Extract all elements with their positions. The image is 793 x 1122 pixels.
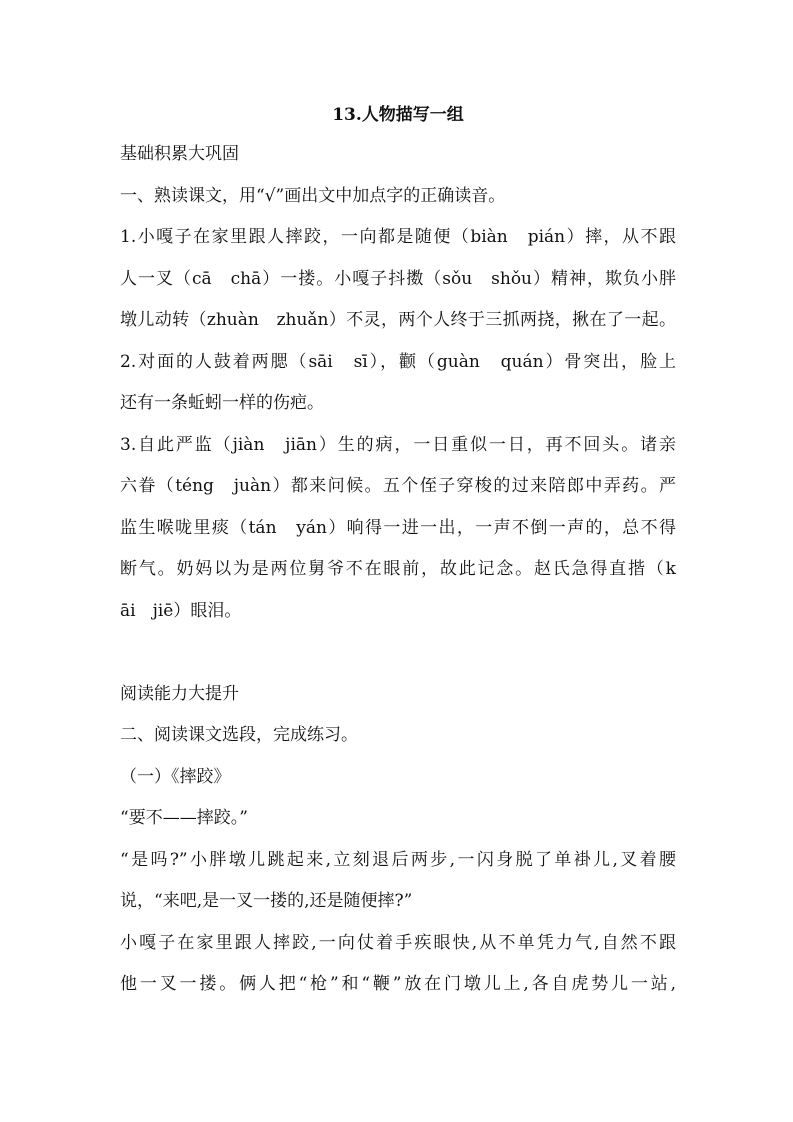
text-line-passage-1: “要不——摔跤。” — [120, 808, 248, 828]
text-line-passage-4: 小嘎子在家里跟人摔跤,一向仗着手疾眼快,从不单凭力气,自然不跟 — [120, 932, 676, 953]
text-line-passage-2: “是吗?”小胖墩儿跳起来,立刻退后两步,一闪身脱了单褂儿,叉着腰 — [120, 849, 676, 870]
text-line-passage-5: 他一叉一搂。俩人把“枪”和“鞭”放在门墩儿上,各自虎势儿一站, — [120, 974, 676, 994]
text-line-item-3a: 3.自此严监（jiàn jiān）生的病，一日重似一日，再不回头。诸亲 — [120, 434, 676, 455]
text-line-heading-reading: 阅读能力大提升 — [120, 683, 239, 704]
text-line-question-1: 一、熟读课文，用“√”画出文中加点字的正确读音。 — [120, 185, 506, 206]
text-line-item-2b: 还有一条蚯蚓一样的伤疤。 — [120, 393, 324, 413]
text-line-item-2a: 2.对面的人鼓着两腮（sāi sī），颧（guàn quán）骨突出，脸上 — [120, 351, 676, 372]
document-body — [120, 134, 676, 1006]
text-line-heading-basic: 基础积累大巩固 — [120, 144, 239, 164]
document-page — [120, 96, 676, 1006]
text-line-item-3b: 六眷（téng juàn）都来问候。五个侄子穿梭的过来陪郎中弄药。严 — [120, 476, 676, 496]
document-title: 13.人物描写一组 — [332, 105, 464, 125]
text-line-item-3c: 监生喉咙里痰（tán yán）响得一进一出，一声不倒一声的，总不得 — [120, 517, 676, 538]
blank-line — [120, 632, 676, 674]
text-line-section-title: （一）《摔跤》 — [120, 766, 231, 787]
text-line-item-1b: 人一叉（cā chā）一搂。小嘎子抖擞（sǒu shǒu）精神，欺负小胖 — [120, 268, 676, 289]
text-line-item-3d: 断气。奶妈以为是两位舅爷不在眼前，故此记念。赵氏急得直揩（k — [120, 559, 676, 579]
text-line-item-1c: 墩儿动转（zhuàn zhuǎn）不灵，两个人终于三抓两挠，揪在了一起。 — [120, 310, 676, 330]
text-line-passage-3: 说，“来吧,是一叉一搂的,还是随便摔?” — [120, 891, 413, 911]
text-line-question-2: 二、阅读课文选段，完成练习。 — [120, 725, 358, 745]
text-line-item-1a: 1.小嘎子在家里跟人摔跤，一向都是随便（biàn pián）摔，从不跟 — [120, 227, 676, 247]
text-line-item-3e: āi jiē）眼泪。 — [120, 600, 242, 621]
